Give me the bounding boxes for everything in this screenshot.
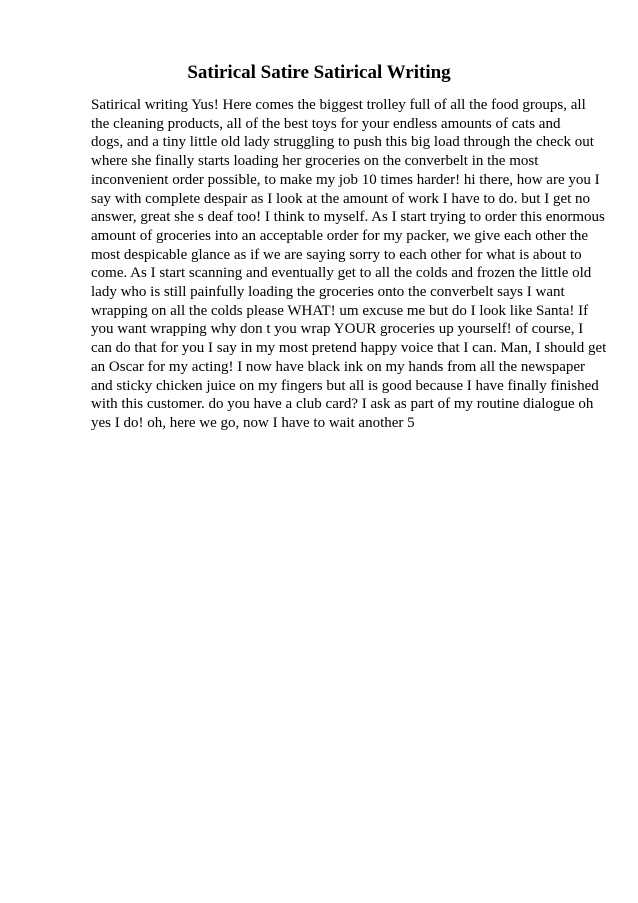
body-line: lady who is still painfully loading the groceries onto the converbelt says I want — [91, 284, 565, 301]
body-line: the cleaning products, all of the best toys for your endless amounts of cats and — [91, 115, 561, 132]
body-line: most despicable glance as if we are saying sorry to each other for what is about to — [91, 246, 582, 263]
body-line: answer, great she s deaf too! I think to myself. As I start trying to order this enormous — [91, 209, 605, 226]
document-title: Satirical Satire Satirical Writing — [187, 62, 451, 83]
document-body — [91, 96, 607, 433]
body-line: inconvenient order possible, to make my job 10 times harder! hi there, how are you I — [91, 171, 600, 188]
body-line: wrapping on all the colds please WHAT! um excuse me but do I look like Santa! If — [91, 302, 589, 319]
body-line: where she finally starts loading her groceries on the converbelt in the most — [91, 153, 539, 170]
body-line: Satirical writing Yus! Here comes the biggest trolley full of all the food groups, all — [91, 97, 586, 113]
body-line: dogs, and a tiny little old lady struggling to push this big load through the check out — [91, 134, 594, 151]
body-line: you want wrapping why don t you wrap YOUR groceries up yourself! of course, I — [91, 321, 584, 338]
body-line: an Oscar for my acting! I now have black ink on my hands from all the newspaper — [91, 358, 586, 375]
body-line: say with complete despair as I look at the amount of work I have to do. but I get no — [91, 190, 591, 207]
body-line: amount of groceries into an acceptable order for my packer, we give each other the — [91, 227, 589, 244]
body-line: and sticky chicken juice on my fingers but all is good because I have finally finished — [91, 377, 599, 394]
body-line: come. As I start scanning and eventually get to all the colds and frozen the little old — [91, 265, 592, 282]
body-line: yes I do! oh, here we go, now I have to wait another 5 — [91, 414, 415, 431]
body-line: can do that for you I say in my most pretend happy voice that I can. Man, I should get — [91, 340, 607, 357]
body-line: with this customer. do you have a club card? I ask as part of my routine dialogue oh — [91, 396, 594, 413]
